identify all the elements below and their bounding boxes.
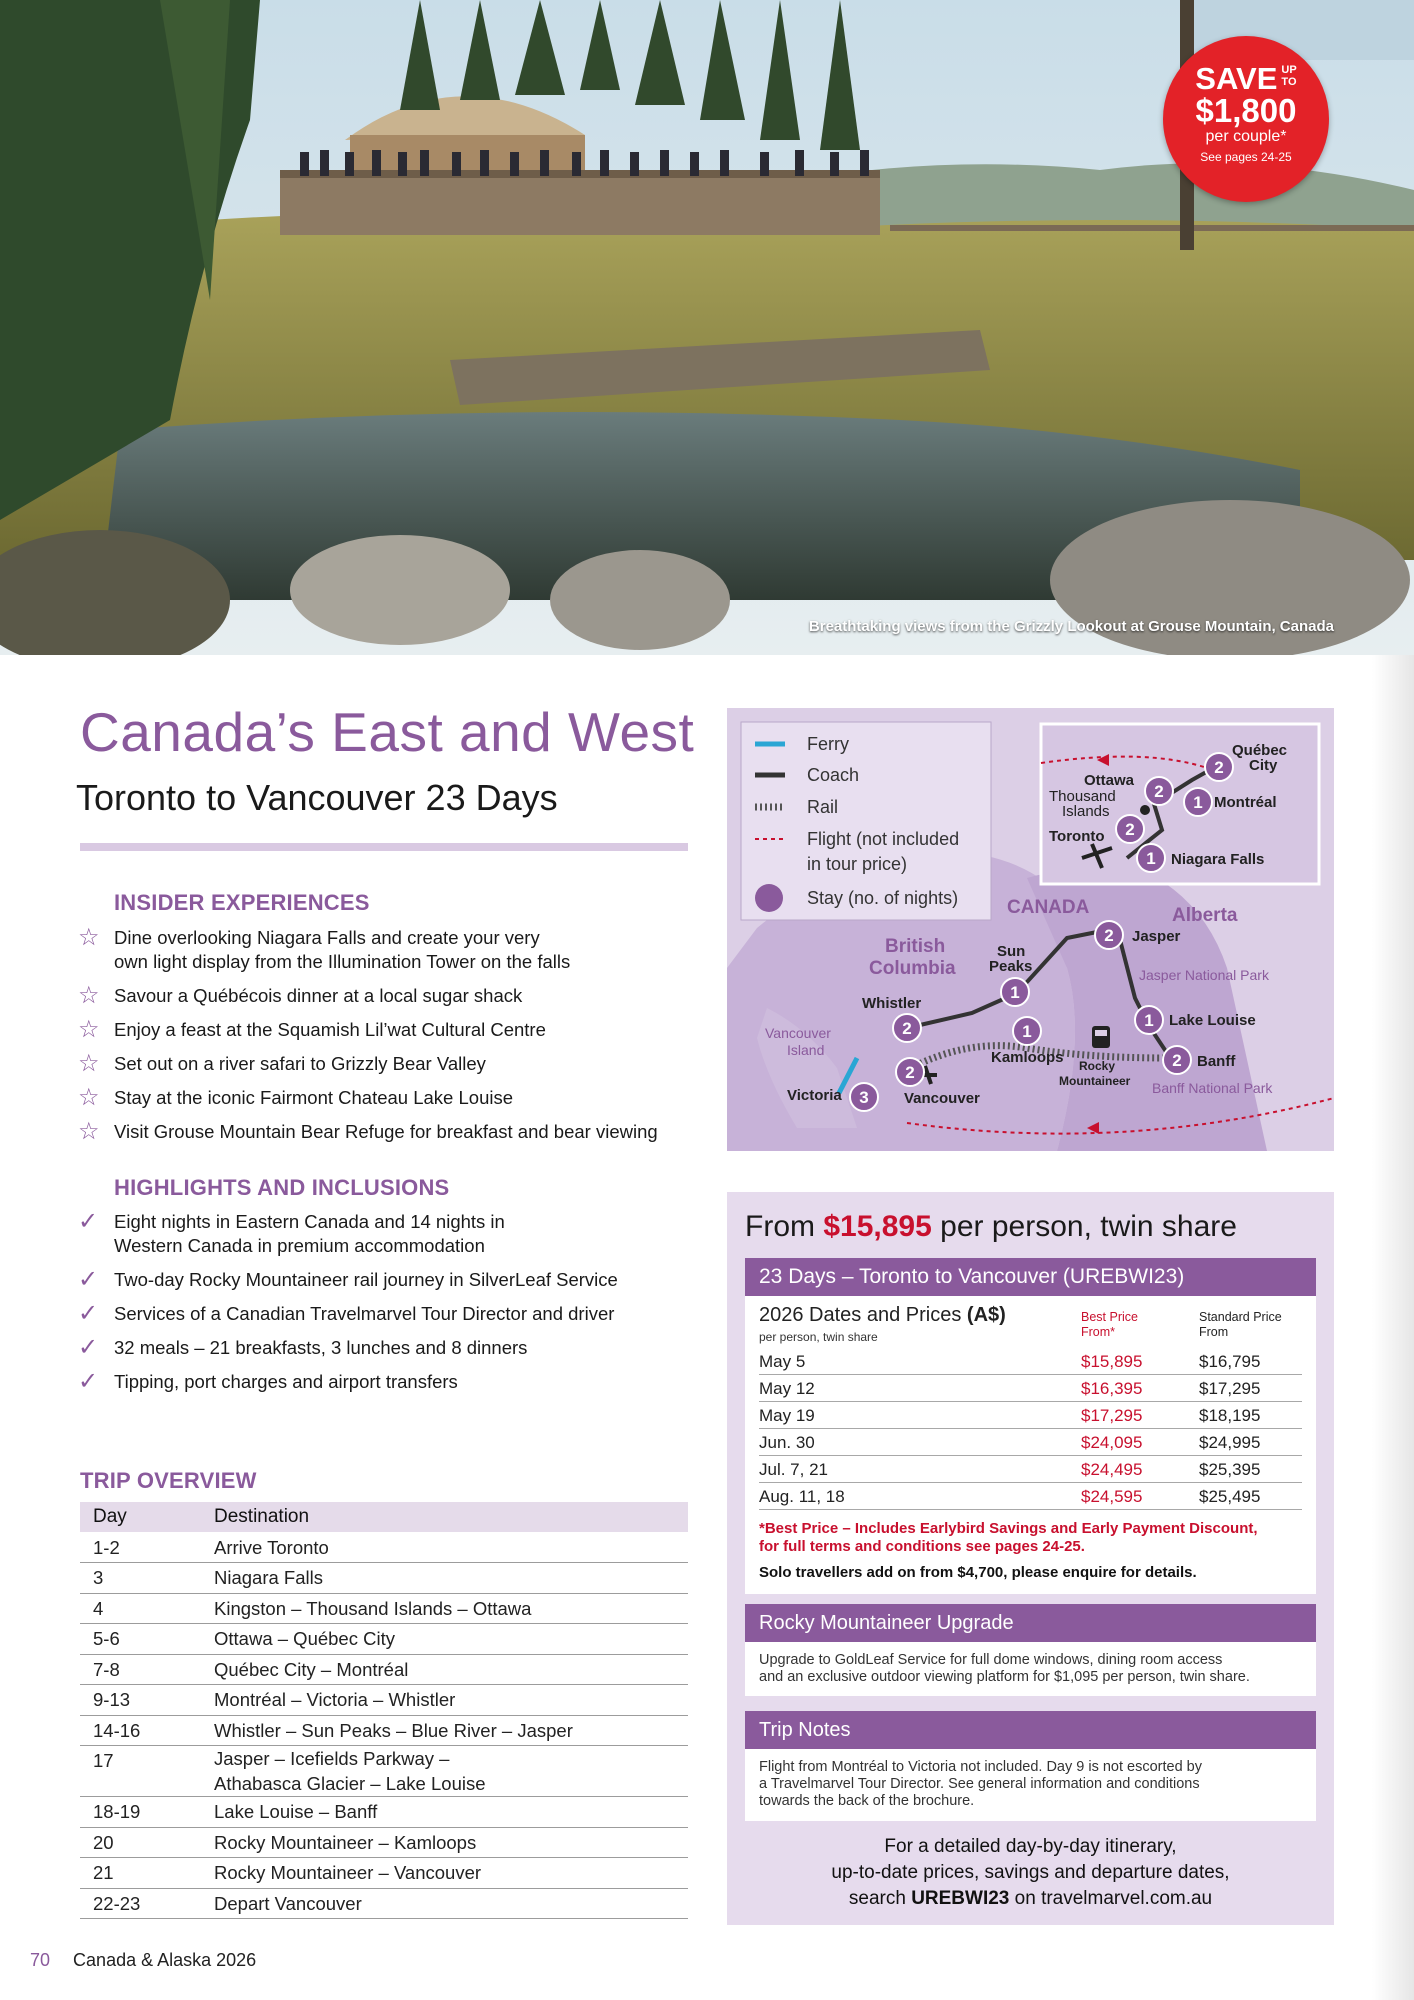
checkmark-icon: ✓ [78, 1334, 99, 1361]
stop-name: Lake Louise [1169, 1012, 1256, 1029]
price-date: May 19 [759, 1406, 815, 1425]
insider-item-text: Enjoy a feast at the Squamish Lil’wat Cultural Centre [114, 1019, 546, 1040]
cta-website: on travelmarvel.com.au [1014, 1888, 1213, 1909]
table-row [80, 1797, 688, 1828]
tour-route: Toronto to Vancouver [76, 777, 416, 818]
stop-nights: 1 [1144, 1011, 1154, 1030]
label-alberta: Alberta [1172, 905, 1238, 926]
trip-destination-text-2: Athabasca Glacier – Lake Louise [214, 1773, 486, 1794]
table-row [80, 1858, 688, 1889]
legend-rail: Rail [807, 797, 839, 817]
trip-destination [201, 1593, 688, 1624]
trip-notes-body [745, 1749, 1316, 1821]
table-row [759, 1429, 1302, 1456]
highlights-item [78, 1302, 698, 1326]
cta-line-2: up-to-date prices, savings and departure dates, [831, 1862, 1230, 1883]
trip-day: 7-8 [80, 1654, 201, 1685]
highlights-item-text: Eight nights in Eastern Canada and 14 nights in [114, 1211, 505, 1232]
star-icon: ☆ [78, 1118, 100, 1145]
legend-flight-2: in tour price) [807, 854, 908, 874]
trip-overview-heading: TRIP OVERVIEW [80, 1468, 257, 1493]
dates-title [759, 1304, 1006, 1327]
price-date: May 12 [759, 1379, 815, 1398]
route-map-svg [727, 708, 1334, 1151]
price-standard: $16,795 [1199, 1352, 1261, 1371]
price-standard: $17,295 [1199, 1379, 1261, 1398]
stop-name: Banff [1197, 1053, 1236, 1070]
to-label: TO [1281, 76, 1297, 88]
stop-nights: 1 [1193, 793, 1203, 812]
label-british: British [885, 936, 946, 957]
upgrade-heading: Rocky Mountaineer Upgrade [745, 1604, 1316, 1642]
from-suffix: per person, twin share [940, 1210, 1237, 1243]
trip-day: 3 [80, 1563, 201, 1594]
upgrade-line-2: and an exclusive outdoor viewing platform for $1,095 per person, twin share. [759, 1669, 1250, 1685]
title-divider [80, 843, 688, 851]
table-row [80, 1563, 688, 1594]
cta-line-3 [727, 1886, 1334, 1912]
trip-destination [201, 1797, 688, 1828]
price-date: May 5 [759, 1352, 806, 1371]
price-best: $24,095 [1081, 1433, 1143, 1452]
col-std-l2: From [1199, 1325, 1229, 1339]
stop-dot [1140, 805, 1150, 815]
save-word: SAVE [1195, 61, 1278, 96]
price-standard: $25,395 [1199, 1460, 1261, 1479]
trip-day: 17 [80, 1746, 201, 1797]
price-best: $16,395 [1081, 1379, 1143, 1398]
table-row [80, 1827, 688, 1858]
col-best-price [1081, 1310, 1138, 1340]
dates-currency: (A$) [966, 1304, 1006, 1326]
from-price-line [745, 1210, 1237, 1244]
trip-day: 9-13 [80, 1685, 201, 1716]
trip-destination-text: Niagara Falls [214, 1567, 323, 1589]
price-standard: $18,195 [1199, 1406, 1261, 1425]
photo-caption: Breathtaking views from the Grizzly Lookout at Grouse Mountain, Canada [808, 618, 1334, 635]
stop-name: Niagara Falls [1171, 851, 1265, 868]
checkmark-icon: ✓ [78, 1368, 99, 1395]
stop-name-2: City [1249, 757, 1278, 774]
stop-nights: 2 [902, 1019, 912, 1038]
trip-destination-text: Rocky Mountaineer – Kamloops [214, 1831, 477, 1853]
trip-table-body [80, 1532, 688, 1919]
trip-day: 21 [80, 1858, 201, 1889]
price-best: $17,295 [1081, 1406, 1143, 1425]
tour-days: 23 Days [425, 777, 558, 818]
highlights-item [78, 1268, 698, 1292]
trip-notes-heading: Trip Notes [745, 1711, 1316, 1749]
table-row [759, 1348, 1302, 1375]
price-date: Jun. 30 [759, 1433, 815, 1452]
stop-name: Ottawa [1084, 772, 1135, 789]
label-jasper-np: Jasper National Park [1139, 967, 1269, 983]
stop-nights: 2 [1172, 1051, 1182, 1070]
best-price-note [759, 1520, 1299, 1556]
dates-sub: per person, twin share [759, 1330, 878, 1344]
highlights-item-text: Services of a Canadian Travelmarvel Tour Director and driver [114, 1303, 615, 1324]
save-see-pages: See pages 24-25 [1200, 150, 1292, 164]
table-row [80, 1715, 688, 1746]
price-panel [727, 1192, 1334, 1925]
star-icon: ☆ [78, 1016, 100, 1043]
col-destination: Destination [201, 1502, 688, 1532]
highlights-item-text: Tipping, port charges and airport transfers [114, 1371, 458, 1392]
cta-search: search [848, 1888, 906, 1909]
trip-destination-text: Kingston – Thousand Islands – Ottawa [214, 1597, 532, 1619]
notes-line-2: a Travelmarvel Tour Director. See general information and conditions [759, 1776, 1200, 1792]
label-rocky-2: Mountaineer [1059, 1074, 1131, 1088]
page-edge-shadow [1372, 655, 1414, 2000]
trip-destination-text: Lake Louise – Banff [214, 1801, 378, 1823]
legend-stay-swatch [755, 884, 783, 912]
trip-overview-table [80, 1502, 688, 1919]
highlights-item [78, 1336, 698, 1360]
label-vancouver-island-1: Vancouver [765, 1025, 831, 1041]
stop-name: Vancouver [904, 1090, 980, 1107]
trip-day: 20 [80, 1827, 201, 1858]
trip-destination-text: Arrive Toronto [214, 1536, 329, 1558]
page-title: Canada’s East and West [80, 701, 695, 763]
trip-destination [201, 1746, 688, 1797]
insider-item [78, 984, 698, 1008]
stop-nights: 2 [1154, 782, 1164, 801]
insider-item [78, 926, 698, 974]
trip-day: 5-6 [80, 1624, 201, 1655]
save-per: per couple* [1205, 128, 1287, 145]
stop-nights: 1 [1010, 983, 1020, 1002]
trip-day: 4 [80, 1593, 201, 1624]
table-row [80, 1888, 688, 1919]
price-table [745, 1296, 1316, 1594]
highlights-item [78, 1370, 698, 1394]
col-best-l2: From* [1081, 1325, 1116, 1339]
trip-destination-text: Ottawa – Québec City [214, 1628, 395, 1650]
stop-nights: 3 [859, 1088, 869, 1107]
checkmark-icon: ✓ [78, 1300, 99, 1327]
best-price-note-2: for full terms and conditions see pages 24-25. [759, 1538, 1085, 1555]
train-icon [1092, 1026, 1110, 1048]
stop-nights: 2 [1125, 820, 1135, 839]
table-row [759, 1375, 1302, 1402]
price-date: Jul. 7, 21 [759, 1460, 828, 1479]
stop-name: Montréal [1214, 794, 1277, 811]
upgrade-body [745, 1642, 1316, 1696]
col-std-l1: Standard Price [1199, 1310, 1282, 1324]
insider-item-text: Dine overlooking Niagara Falls and create your very [114, 927, 540, 948]
stop-name: Thousand [1049, 788, 1116, 805]
footer-text: Canada & Alaska 2026 [73, 1950, 257, 1970]
trip-destination [201, 1685, 688, 1716]
highlights-item-text: Western Canada in premium accommodation [114, 1235, 485, 1256]
cta-line-1: For a detailed day-by-day itinerary, [884, 1836, 1177, 1857]
star-icon: ☆ [78, 1084, 100, 1111]
price-table-title: 23 Days – Toronto to Vancouver (UREBWI23) [745, 1258, 1316, 1296]
best-price-note-1: *Best Price – Includes Earlybird Savings and Early Payment Discount, [759, 1520, 1258, 1537]
legend-coach: Coach [807, 765, 860, 785]
trip-destination-text: Depart Vancouver [214, 1892, 362, 1914]
stop-name: Sun [997, 943, 1026, 960]
stop-name: Kamloops [991, 1049, 1064, 1066]
cta-code: UREBWI23 [911, 1888, 1010, 1909]
from-price: $15,895 [823, 1210, 932, 1243]
price-standard: $24,995 [1199, 1433, 1261, 1452]
label-banff-np: Banff National Park [1152, 1080, 1273, 1096]
notes-line-3: towards the back of the brochure. [759, 1793, 975, 1809]
stop-nights: 1 [1022, 1022, 1032, 1041]
price-best: $24,595 [1081, 1487, 1143, 1506]
stop-name: Victoria [787, 1087, 842, 1104]
stop-nights: 2 [905, 1063, 915, 1082]
save-badge [1163, 36, 1329, 202]
stop-name-2: Islands [1062, 803, 1110, 820]
highlights-heading: HIGHLIGHTS AND INCLUSIONS [114, 1175, 450, 1200]
highlights-item-text: Two-day Rocky Mountaineer rail journey in SilverLeaf Service [114, 1269, 618, 1290]
stop-name-2: Peaks [989, 958, 1033, 975]
col-standard-price [1199, 1310, 1282, 1340]
itinerary-cta [727, 1834, 1334, 1912]
up-label: UP [1281, 64, 1297, 76]
label-rocky-1: Rocky [1079, 1059, 1116, 1073]
col-best-l1: Best Price [1081, 1310, 1138, 1324]
trip-destination-text: Québec City – Montréal [214, 1658, 409, 1680]
trip-destination [201, 1563, 688, 1594]
tour-subtitle [76, 777, 558, 819]
highlights-item [78, 1210, 698, 1258]
star-icon: ☆ [78, 1050, 100, 1077]
trip-day: 1-2 [80, 1532, 201, 1563]
stop-nights: 2 [1104, 926, 1114, 945]
trip-destination-text: Montréal – Victoria – Whistler [214, 1689, 456, 1711]
trip-destination-text: Whistler – Sun Peaks – Blue River – Jasper [214, 1719, 573, 1741]
trip-destination [201, 1858, 688, 1889]
insider-item-text: Stay at the iconic Fairmont Chateau Lake Louise [114, 1087, 514, 1108]
insider-item [78, 1086, 698, 1110]
checkmark-icon: ✓ [78, 1208, 99, 1235]
page-number: 70 [30, 1950, 51, 1970]
star-icon: ☆ [78, 924, 100, 951]
table-row [80, 1654, 688, 1685]
trip-destination [201, 1532, 688, 1563]
legend-ferry: Ferry [807, 734, 849, 754]
hero-photo [0, 0, 1414, 655]
price-date: Aug. 11, 18 [759, 1487, 845, 1506]
up-to-label [1281, 64, 1296, 88]
trip-destination-text: Rocky Mountaineer – Vancouver [214, 1862, 482, 1884]
star-icon: ☆ [78, 982, 100, 1009]
table-row [759, 1402, 1302, 1429]
label-columbia: Columbia [869, 958, 956, 979]
trip-destination [201, 1715, 688, 1746]
table-row [80, 1746, 688, 1797]
solo-note: Solo travellers add on from $4,700, please enquire for details. [759, 1564, 1197, 1581]
stop-nights: 2 [1214, 758, 1224, 777]
highlights-item-text: 32 meals – 21 breakfasts, 3 lunches and 8 dinners [114, 1337, 528, 1358]
table-row [80, 1532, 688, 1563]
insider-list [78, 926, 698, 1154]
trip-day: 18-19 [80, 1797, 201, 1828]
stop-name: Toronto [1049, 828, 1105, 845]
trip-destination [201, 1624, 688, 1655]
insider-item [78, 1120, 698, 1144]
stop-name: Québec [1232, 742, 1288, 759]
insider-item-text: own light display from the Illumination Tower on the falls [114, 951, 571, 972]
save-amount: $1,800 [1195, 92, 1297, 129]
table-row [80, 1593, 688, 1624]
label-vancouver-island-2: Island [787, 1042, 825, 1058]
save-row [1163, 61, 1329, 96]
col-day: Day [80, 1502, 201, 1532]
page-footer [30, 1950, 256, 1971]
insider-item-text: Set out on a river safari to Grizzly Bear Valley [114, 1053, 486, 1074]
route-map [727, 708, 1334, 1151]
stop-nights: 1 [1146, 849, 1156, 868]
insider-item [78, 1052, 698, 1076]
stop-name: Jasper [1132, 928, 1181, 945]
upgrade-line-1: Upgrade to GoldLeaf Service for full dome windows, dining room access [759, 1652, 1223, 1668]
insider-item-text: Savour a Québécois dinner at a local sugar shack [114, 985, 523, 1006]
label-canada: CANADA [1007, 897, 1090, 918]
table-row [759, 1456, 1302, 1483]
checkmark-icon: ✓ [78, 1266, 99, 1293]
price-best: $24,495 [1081, 1460, 1143, 1479]
from-prefix: From [745, 1210, 815, 1243]
highlights-list [78, 1210, 698, 1404]
legend-flight-1: Flight (not included [807, 829, 960, 849]
trip-table-header [80, 1502, 688, 1532]
trip-day: 14-16 [80, 1715, 201, 1746]
trip-destination [201, 1827, 688, 1858]
insider-item [78, 1018, 698, 1042]
price-rows [759, 1348, 1302, 1510]
price-standard: $25,495 [1199, 1487, 1261, 1506]
dates-title-text: 2026 Dates and Prices [759, 1304, 962, 1326]
table-row [80, 1685, 688, 1716]
price-best: $15,895 [1081, 1352, 1143, 1371]
trip-destination [201, 1888, 688, 1919]
trip-destination [201, 1654, 688, 1685]
table-row [759, 1483, 1302, 1510]
insider-item-text: Visit Grouse Mountain Bear Refuge for breakfast and bear viewing [114, 1121, 658, 1142]
table-row [80, 1624, 688, 1655]
notes-line-1: Flight from Montréal to Victoria not included. Day 9 is not escorted by [759, 1759, 1203, 1775]
trip-destination-text: Jasper – Icefields Parkway – [214, 1748, 450, 1769]
stop-name: Whistler [862, 995, 922, 1012]
trip-day: 22-23 [80, 1888, 201, 1919]
legend-stay: Stay (no. of nights) [807, 888, 959, 908]
insider-heading: INSIDER EXPERIENCES [114, 890, 370, 915]
